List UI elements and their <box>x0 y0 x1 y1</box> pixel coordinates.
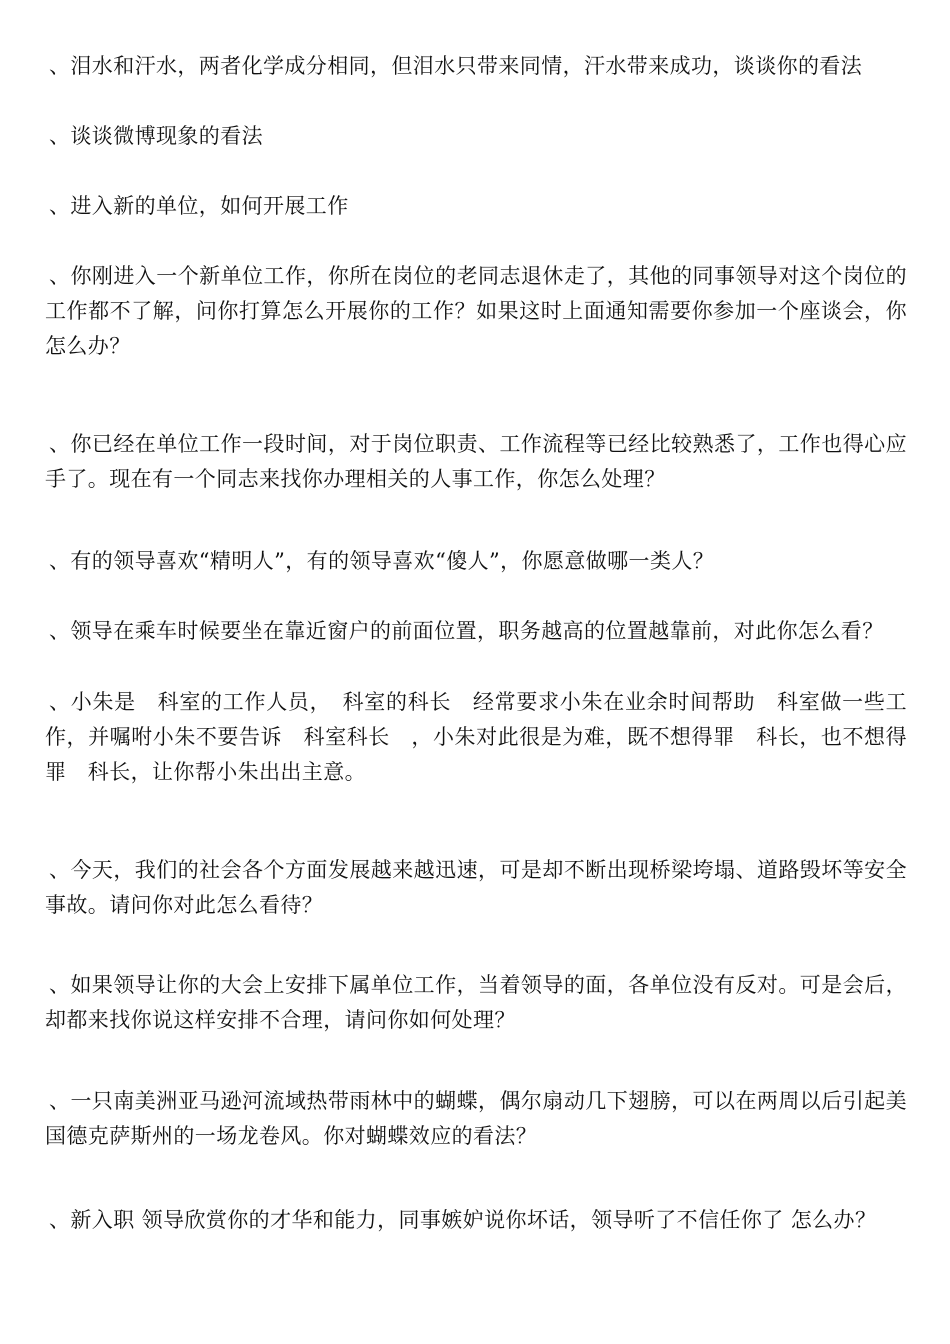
question-item: 、你刚进入一个新单位工作，你所在岗位的老同志退休走了，其他的同事领导对这个岗位的工作都不了解，问你打算怎么开展你的工作？如果这时上面通知需要你参加一个座谈会，你怎么办？ <box>45 264 907 358</box>
question-item: 、谈谈微博现象的看法 <box>49 124 263 148</box>
question-item: 、领导在乘车时候要坐在靠近窗户的前面位置，职务越高的位置越靠前，对此你怎么看？ <box>49 619 884 643</box>
question-item: 、一只南美洲亚马逊河流域热带雨林中的蝴蝶，偶尔扇动几下翅膀，可以在两周以后引起美国德克萨斯州的一场龙卷风。你对蝴蝶效应的看法？ <box>45 1089 907 1148</box>
question-item: 、进入新的单位，如何开展工作 <box>49 194 349 218</box>
question-item: 、如果领导让你的大会上安排下属单位工作，当着领导的面，各单位没有反对。可是会后，却都来找你说这样安排不合理，请问你如何处理？ <box>45 973 907 1032</box>
question-item: 、小朱是 科室的工作人员， 科室的科长 经常要求小朱在业余时间帮助 科室做一些工作，并嘱咐小朱不要告诉 科室科长 ，小朱对此很是为难，既不想得罪 科长，也不想得罪 科长，让你帮小朱出出主意。 <box>45 690 907 784</box>
question-item: 、新入职 领导欣赏你的才华和能力，同事嫉妒说你坏话，领导听了不信任你了 怎么办？ <box>49 1208 877 1232</box>
question-item: 、今天，我们的社会各个方面发展越来越迅速，可是却不断出现桥梁垮塌、道路毁坏等安全事故。请问你对此怎么看待？ <box>45 858 907 917</box>
question-item: 、有的领导喜欢“精明人”，有的领导喜欢“傻人”，你愿意做哪一类人？ <box>49 549 715 573</box>
question-item: 、你已经在单位工作一段时间，对于岗位职责、工作流程等已经比较熟悉了，工作也得心应手了。现在有一个同志来找你办理相关的人事工作，你怎么处理？ <box>45 432 907 491</box>
question-item: 、泪水和汗水，两者化学成分相同，但泪水只带来同情，汗水带来成功，谈谈你的看法 <box>49 54 863 78</box>
